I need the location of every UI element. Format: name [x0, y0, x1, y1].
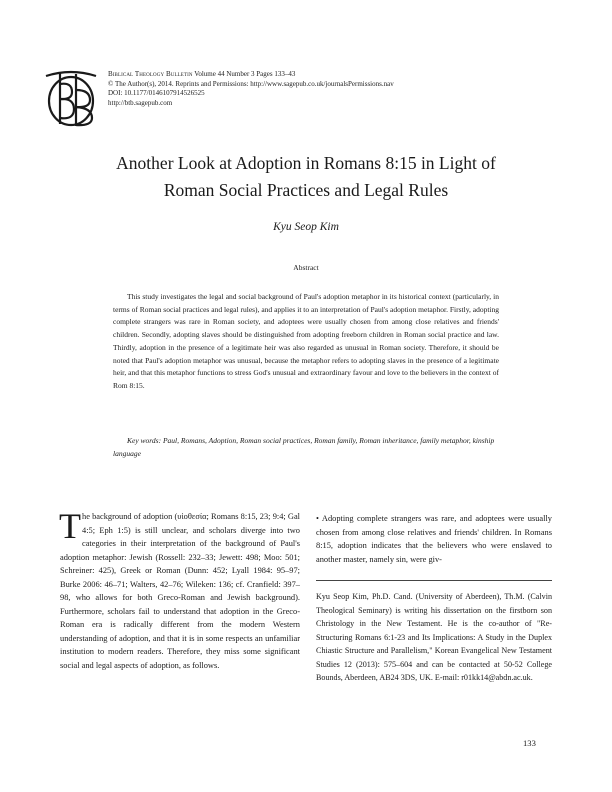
author-footnote: Kyu Seop Kim, Ph.D. Cand. (University of Aberdeen), Th.M. (Calvin Theological Seminary) is writing his dissertation on the firstborn son Christology in the New Testament. He is the co-author of "Re-Structuring Romans 6:1-23 and Its Implications: A Study in the Duplex Chiastic Structure and Parallelism," Korean Evangelical New Testament Studies 12 (2013): 575–604 and can be contacted at 50-52 College Bounds, Aberdeen, AB24 3DS, UK. E-mail: r01kk14@abdn.ac.uk. [316, 592, 552, 682]
abstract-text: This study investigates the legal and social background of Paul's adoption metaphor in its historical context (particularly, in terms of Roman social practices and legal rules), and applies it to an interpretation of Paul's adoption metaphor. Firstly, adopting complete strangers was rare in Roman society, and adoptees were usually chosen from among close relatives and friends' children. Secondly, adopting slaves should be distinguished from adopting freeborn children in Roman social practice and law. Thirdly, adoption in the presence of a legitimate heir was also regarded as unusual in Roman society. Therefore, it should be noted that Paul's adoption metaphor was unusual, because the metaphor refers to adopting slaves in the presence of a legitimate heir, and that this metaphor functions to stress God's unusual and extraordinary favour and love to the believers in the context of Rom 8:15. [113, 292, 499, 390]
body-paragraph-left: he background of adoption (υἱοθεσία; Romans 8:15, 23; 9:4; Gal 4:5; Eph 1:5) is still unclear, and scholars diverge into two categories in their interpretation of the background of Paul's adoption metaphor: Jewish (Rossell: 232–33; Jewett: 498; Moo: 501; Schreiner: 425), Greek or Roman (Dunn: 452; Lyall 1984: 95–97; Burke 2006: 46–71; Walters, 42–76; Wileken: 136; cf. Cranfield: 397–98, who allows for both Greco-Roman and Jewish background). Furthermore, scholars fail to understand that adoption in the Greco-Roman era is radically different from the modern Western understanding of adoption, and that it is in some respects an unfamiliar institution to modern readers. Therefore, they miss some significant social and legal aspects of adoption, as follows. [60, 512, 300, 670]
footnote-divider [316, 580, 552, 581]
copyright-line: © The Author(s), 2014. Reprints and Permissions: http://www.sagepub.co.uk/journalsPermissions.nav [108, 79, 394, 88]
author-name: Kyu Seop Kim [273, 221, 339, 233]
journal-logo-icon [38, 66, 104, 132]
keywords: Key words: Paul, Romans, Adoption, Roman social practices, Roman family, Roman inheritance, family metaphor, kinship language [113, 436, 495, 458]
doi-line: DOI: 10.1177/0146107914526525 [108, 89, 205, 98]
body-column-right: • Adopting complete strangers was rare, and adoptees were usually chosen from among close relatives and friends' children. In Romans 8:15, adoption indicates that the believers who were enslaved to another master, namely sin, were giv- [316, 514, 552, 564]
page-number: 133 [523, 738, 536, 748]
journal-citation-line [108, 70, 548, 80]
volume-info: Volume 44 Number 3 Pages 133–43 [194, 70, 296, 78]
title-line-2: Roman Social Practices and Legal Rules [163, 180, 449, 200]
title-line-1: Another Look at Adoption in Romans 8:15 in Light of [116, 153, 496, 173]
drop-cap: T [59, 506, 81, 546]
journal-name: Biblical Theology Bulletin [108, 70, 193, 78]
journal-url: http://btb.sagepub.com [108, 98, 173, 107]
article-title [60, 150, 552, 204]
journal-header [108, 70, 548, 108]
abstract-heading: Abstract [293, 263, 319, 272]
body-column-left [59, 506, 300, 672]
